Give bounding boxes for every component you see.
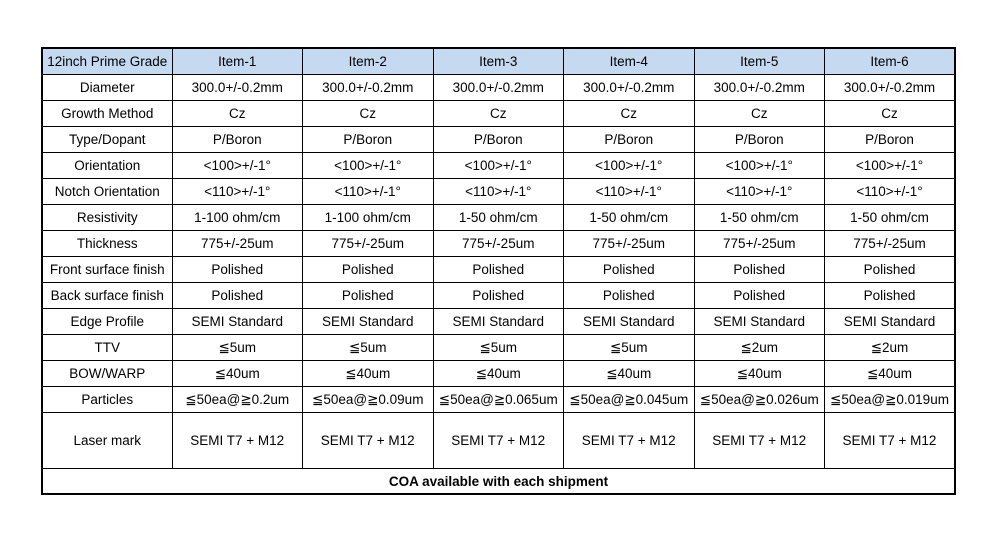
spec-cell: 1-50 ohm/cm (825, 205, 956, 231)
table-row (42, 205, 955, 231)
row-label: Notch Orientation (42, 179, 172, 205)
row-label: Resistivity (42, 205, 172, 231)
item-header: Item-5 (694, 48, 825, 75)
spec-cell: Polished (433, 257, 564, 283)
spec-cell: ≦50ea@≧0.065um (433, 387, 564, 413)
spec-cell: <110>+/-1° (303, 179, 434, 205)
spec-cell: 300.0+/-0.2mm (433, 75, 564, 101)
spec-cell: Polished (694, 257, 825, 283)
spec-cell: ≦40um (564, 361, 695, 387)
spec-cell: <110>+/-1° (172, 179, 303, 205)
spec-cell: SEMI T7 + M12 (433, 413, 564, 469)
table-row (42, 413, 955, 469)
spec-cell: 1-50 ohm/cm (694, 205, 825, 231)
item-header: Item-4 (564, 48, 695, 75)
row-label: TTV (42, 335, 172, 361)
spec-cell: P/Boron (564, 127, 695, 153)
spec-cell: <110>+/-1° (825, 179, 956, 205)
spec-cell: <100>+/-1° (694, 153, 825, 179)
header-row (42, 48, 955, 75)
spec-cell: 300.0+/-0.2mm (825, 75, 956, 101)
spec-cell: ≦2um (694, 335, 825, 361)
table-row (42, 127, 955, 153)
spec-cell: <100>+/-1° (825, 153, 956, 179)
row-label: Growth Method (42, 101, 172, 127)
spec-cell: SEMI Standard (564, 309, 695, 335)
spec-cell: P/Boron (172, 127, 303, 153)
spec-cell: Cz (433, 101, 564, 127)
spec-cell: ≦50ea@≧0.09um (303, 387, 434, 413)
table-row (42, 361, 955, 387)
spec-cell: ≦50ea@≧0.026um (694, 387, 825, 413)
table-row (42, 153, 955, 179)
spec-cell: ≦5um (564, 335, 695, 361)
spec-cell: <110>+/-1° (564, 179, 695, 205)
spec-cell: <100>+/-1° (172, 153, 303, 179)
spec-cell: Polished (825, 257, 956, 283)
spec-cell: SEMI T7 + M12 (172, 413, 303, 469)
table-row (42, 101, 955, 127)
spec-cell: 775+/-25um (303, 231, 434, 257)
spec-cell: Polished (303, 283, 434, 309)
row-label: Back surface finish (42, 283, 172, 309)
spec-cell: ≦40um (172, 361, 303, 387)
row-label: Diameter (42, 75, 172, 101)
spec-cell: Polished (694, 283, 825, 309)
spec-cell: SEMI Standard (825, 309, 956, 335)
spec-cell: SEMI T7 + M12 (564, 413, 695, 469)
table-row (42, 179, 955, 205)
spec-cell: 300.0+/-0.2mm (694, 75, 825, 101)
footer-note: COA available with each shipment (42, 469, 955, 495)
table-row (42, 309, 955, 335)
spec-cell: 1-50 ohm/cm (433, 205, 564, 231)
spec-cell: Cz (564, 101, 695, 127)
table-row (42, 257, 955, 283)
spec-rows (42, 75, 955, 469)
row-label: Orientation (42, 153, 172, 179)
spec-cell: <110>+/-1° (694, 179, 825, 205)
row-label: Edge Profile (42, 309, 172, 335)
spec-cell: 300.0+/-0.2mm (172, 75, 303, 101)
spec-cell: 775+/-25um (564, 231, 695, 257)
footer-row (42, 469, 955, 495)
spec-cell: P/Boron (433, 127, 564, 153)
spec-cell: Polished (303, 257, 434, 283)
spec-cell: Cz (172, 101, 303, 127)
spec-cell: ≦40um (303, 361, 434, 387)
spec-cell: ≦5um (303, 335, 434, 361)
spec-cell: <100>+/-1° (303, 153, 434, 179)
spec-cell: 775+/-25um (825, 231, 956, 257)
spec-cell: P/Boron (303, 127, 434, 153)
item-header: Item-2 (303, 48, 434, 75)
corner-header: 12inch Prime Grade (42, 48, 172, 75)
spec-cell: ≦5um (433, 335, 564, 361)
row-label: BOW/WARP (42, 361, 172, 387)
spec-cell: 300.0+/-0.2mm (564, 75, 695, 101)
spec-cell: Polished (172, 257, 303, 283)
spec-cell: Cz (825, 101, 956, 127)
spec-cell: ≦40um (825, 361, 956, 387)
spec-cell: ≦50ea@≧0.045um (564, 387, 695, 413)
spec-cell: 1-100 ohm/cm (303, 205, 434, 231)
item-header: Item-6 (825, 48, 956, 75)
spec-cell: <110>+/-1° (433, 179, 564, 205)
spec-cell: Polished (564, 257, 695, 283)
spec-cell: Polished (172, 283, 303, 309)
table-row (42, 335, 955, 361)
table-row (42, 231, 955, 257)
spec-cell: 1-100 ohm/cm (172, 205, 303, 231)
spec-cell: SEMI Standard (172, 309, 303, 335)
table-row (42, 75, 955, 101)
spec-cell: Cz (303, 101, 434, 127)
spec-cell: 775+/-25um (433, 231, 564, 257)
spec-cell: SEMI Standard (433, 309, 564, 335)
spec-cell: 775+/-25um (694, 231, 825, 257)
item-header: Item-3 (433, 48, 564, 75)
row-label: Particles (42, 387, 172, 413)
spec-cell: ≦40um (694, 361, 825, 387)
row-label: Front surface finish (42, 257, 172, 283)
spec-cell: ≦5um (172, 335, 303, 361)
spec-cell: <100>+/-1° (433, 153, 564, 179)
table-row (42, 387, 955, 413)
table-row (42, 283, 955, 309)
spec-cell: 775+/-25um (172, 231, 303, 257)
spec-cell: 300.0+/-0.2mm (303, 75, 434, 101)
row-label: Type/Dopant (42, 127, 172, 153)
spec-cell: Polished (564, 283, 695, 309)
spec-cell: SEMI T7 + M12 (694, 413, 825, 469)
spec-cell: <100>+/-1° (564, 153, 695, 179)
spec-cell: SEMI Standard (303, 309, 434, 335)
spec-cell: SEMI T7 + M12 (825, 413, 956, 469)
row-label: Laser mark (42, 413, 172, 469)
spec-cell: 1-50 ohm/cm (564, 205, 695, 231)
spec-cell: ≦50ea@≧0.019um (825, 387, 956, 413)
spec-cell: ≦40um (433, 361, 564, 387)
spec-cell: Polished (825, 283, 956, 309)
spec-cell: Polished (433, 283, 564, 309)
spec-cell: P/Boron (825, 127, 956, 153)
spec-cell: ≦2um (825, 335, 956, 361)
spec-cell: Cz (694, 101, 825, 127)
wafer-spec-table (41, 47, 956, 495)
spec-cell: ≦50ea@≧0.2um (172, 387, 303, 413)
spec-cell: SEMI Standard (694, 309, 825, 335)
spec-cell: SEMI T7 + M12 (303, 413, 434, 469)
spec-cell: P/Boron (694, 127, 825, 153)
item-header: Item-1 (172, 48, 303, 75)
row-label: Thickness (42, 231, 172, 257)
